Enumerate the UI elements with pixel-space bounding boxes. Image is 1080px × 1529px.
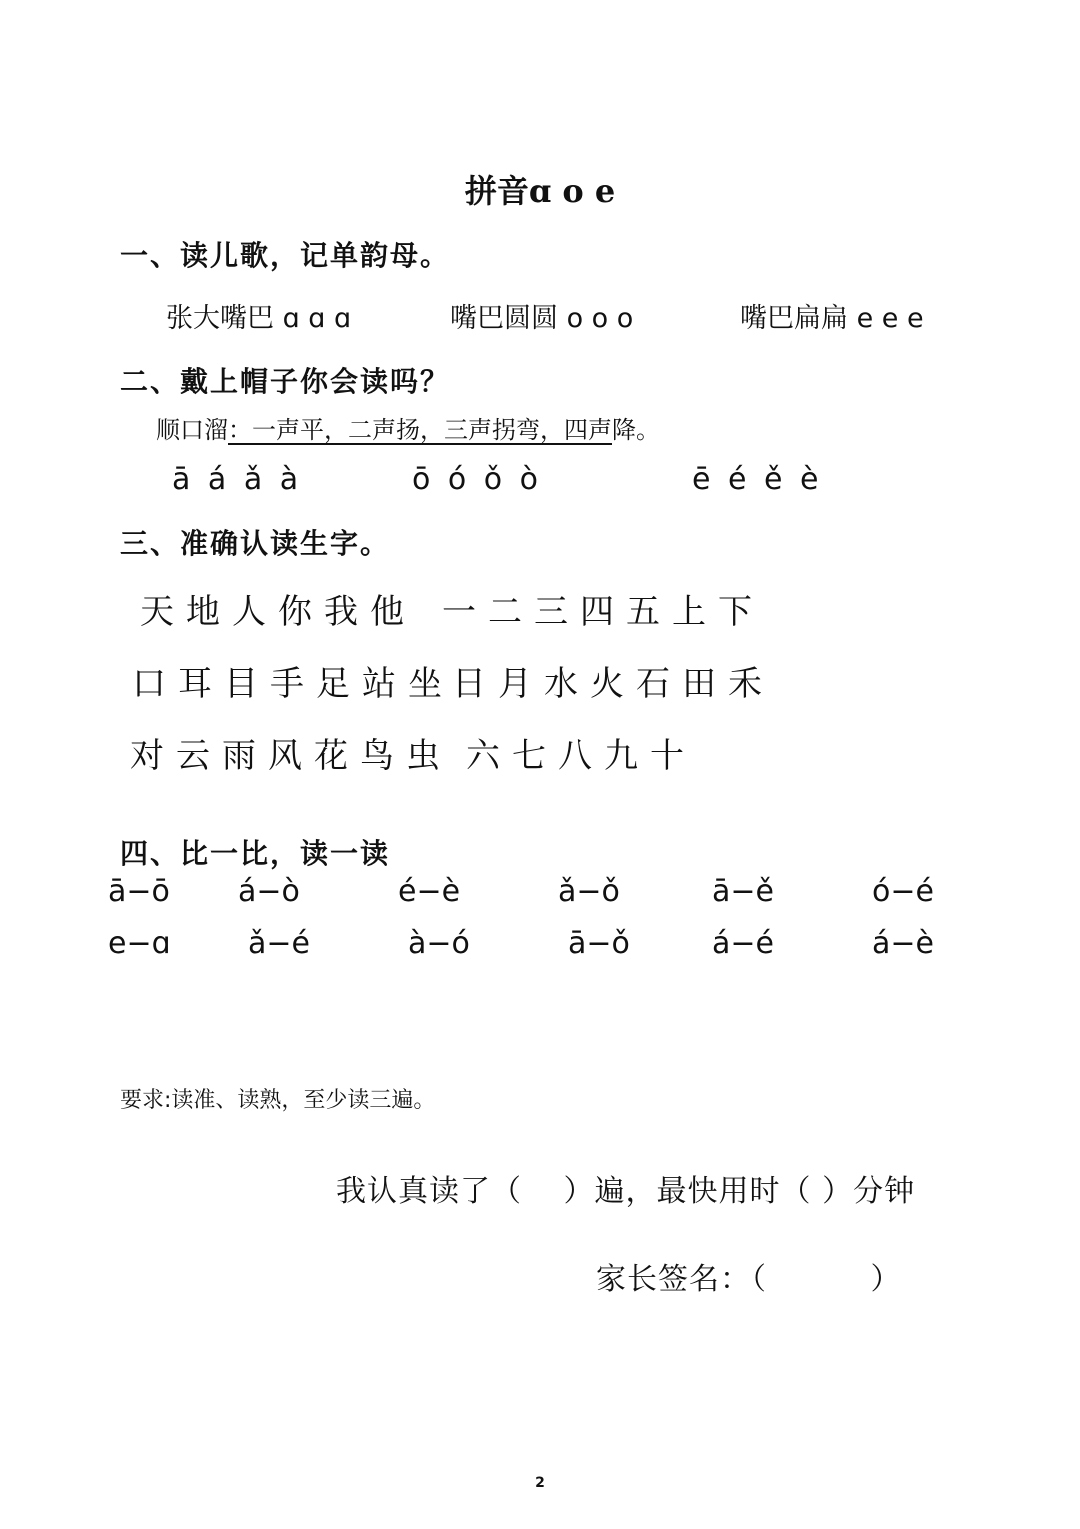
char-row-2b: 日月水火石田禾 [452,664,774,704]
tone-rhyme-label: 顺口溜 [156,416,228,444]
compare-pair: á−ò [238,874,300,909]
page-number: 2 [535,1475,545,1491]
tone-rhyme-text: ：一声平，二声扬，三声拐弯，四声 [228,416,612,444]
rhyme-item-e: 嘴巴扁扁 e e e [740,303,924,334]
section4-heading: 四、比一比，读一读 [120,837,391,870]
tone-rhyme [156,410,660,445]
section2-heading: 二、戴上帽子你会读吗？ [120,365,451,398]
compare-pair: ā−ǒ [568,926,630,961]
tone-group-a: ā á ǎ à [172,462,303,497]
char-row-1a: 天地人你我他 [140,592,416,632]
reading-record-line: 我认真读了（ ）遍，最快用时（ ）分钟 [336,1174,916,1209]
tone-group-e: ē é ě è [692,462,823,497]
char-row-1b: 一二三四五上下 [442,592,764,632]
compare-pair: ā−ě [712,874,774,909]
section1-heading: 一、读儿歌，记单韵母。 [120,239,451,272]
compare-pair: ǎ−ǒ [558,874,620,909]
rhyme-item-a: 张大嘴巴 ɑ ɑ ɑ [166,303,352,334]
requirement-note: 要求:读准、读熟，至少读三遍。 [120,1088,436,1113]
compare-pair: ā−ō [108,874,170,909]
compare-pair: ǎ−é [248,926,310,961]
section3-heading: 三、准确认读生字。 [120,527,391,560]
tone-rhyme-end: 降。 [612,416,660,444]
char-row-3b: 六七八九十 [466,736,696,776]
compare-pair: á−è [872,926,934,961]
compare-pair: á−é [712,926,774,961]
parent-signature-line: 家长签名：（ ） [596,1262,902,1297]
rhyme-item-o: 嘴巴圆圆 o o o [450,303,634,334]
compare-pair: é−è [398,874,461,909]
char-row-2a: 口耳目手足站坐 [132,664,454,704]
compare-pair: e−ɑ [108,926,171,961]
tone-group-o: ō ó ǒ ò [412,462,543,497]
compare-pair: à−ó [408,926,470,961]
char-row-3a: 对云雨风花鸟虫 [130,736,452,776]
compare-pair: ó−é [872,874,934,909]
page-title: 拼音ɑ o e [464,172,616,210]
